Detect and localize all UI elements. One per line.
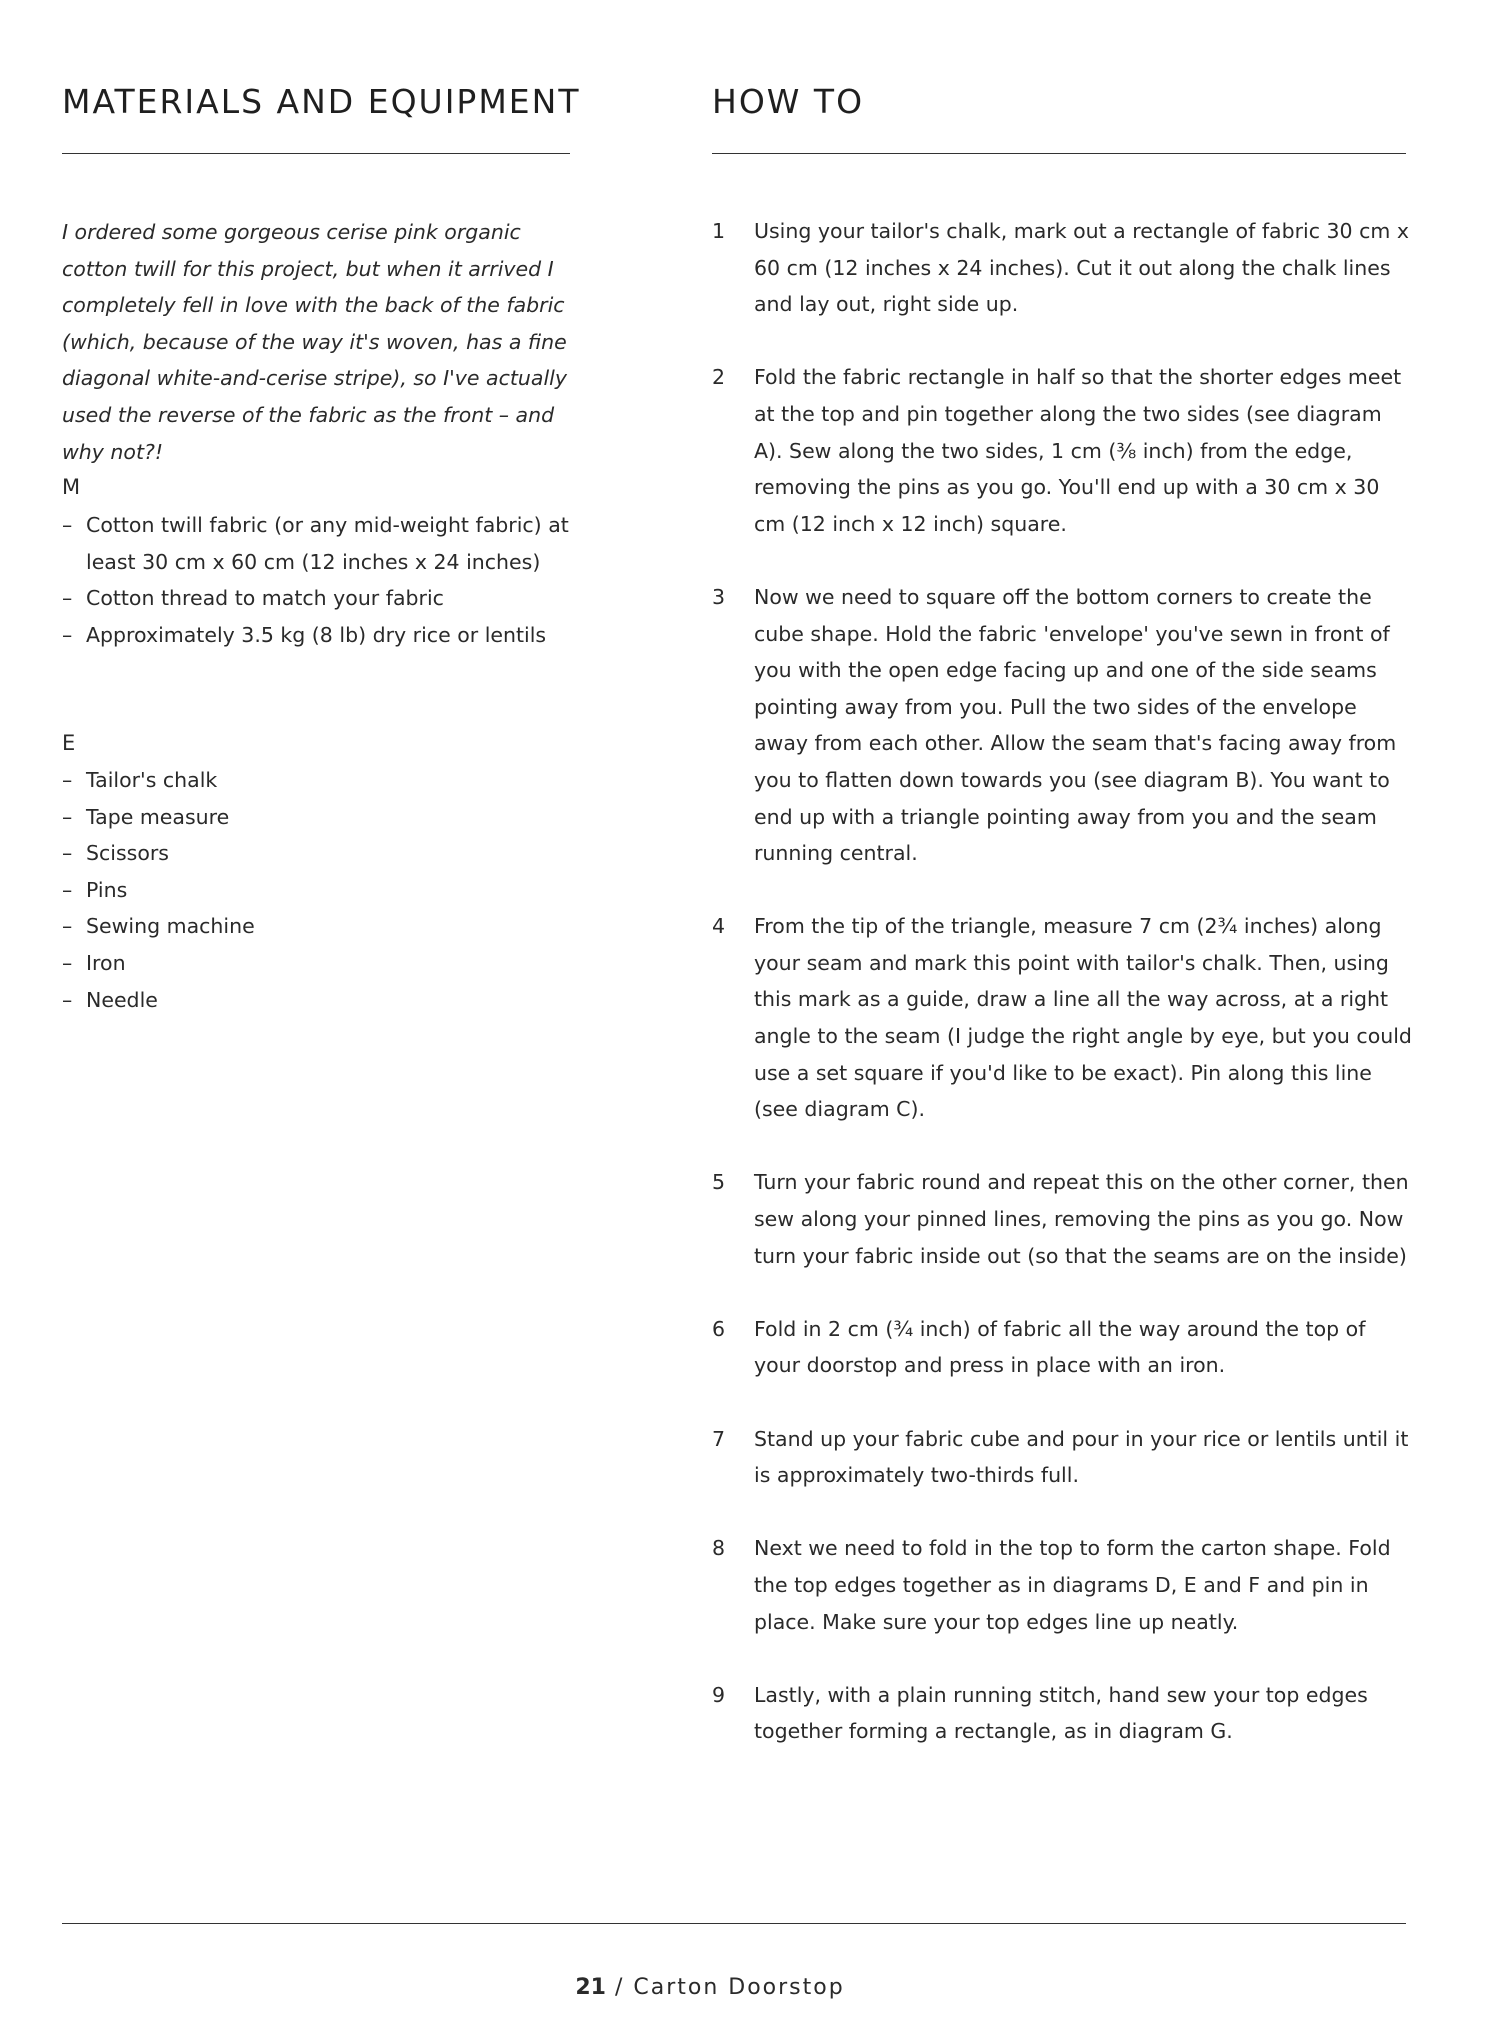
step-4	[712, 908, 1412, 1128]
left-heading-rule	[62, 153, 570, 154]
step-text: Using your tailor's chalk, mark out a rectangle of fabric 30 cm x 60 cm (12 inches x 24 inches). Cut it out along the chalk lines and lay out, right side up.	[754, 219, 1410, 317]
list-item-text: Tape measure	[86, 804, 230, 829]
step-number: 8	[712, 1536, 726, 1561]
step-text: Stand up your fabric cube and pour in your rice or lentils until it is approximately two-thirds full.	[754, 1426, 1409, 1488]
list-item-text: Scissors	[86, 841, 169, 866]
step-number: 1	[712, 219, 726, 243]
footer-rule	[62, 1923, 1406, 1924]
list-item: – Needle	[62, 987, 158, 1012]
step-number: 2	[712, 365, 726, 390]
step-text: Next we need to fold in the top to form the carton shape. Fold the top edges together as in diagrams D, E and F and pin in place. Make sure your top edges line up neatly.	[754, 1536, 1391, 1634]
step-text: Fold the fabric rectangle in half so that the shorter edges meet at the top and pin together along the two sides (see diagram A). Sew along the two sides, 1 cm (⅜ inch) from the edge, removing the pins as you go. You'll end up with a 30 cm x 30 cm (12 inch x 12 inch) square.	[754, 365, 1402, 536]
materials-list	[62, 507, 582, 653]
step-6	[712, 1311, 1412, 1384]
step-text: Fold in 2 cm (¾ inch) of fabric all the way around the top of your doorstop and press in place with an iron.	[754, 1316, 1366, 1378]
step-7	[712, 1421, 1412, 1494]
step-5	[712, 1164, 1412, 1274]
step-3	[712, 579, 1412, 872]
list-item-text: Needle	[86, 987, 158, 1012]
step-text: Lastly, with a plain running stitch, hand sew your top edges together forming a rectangle, as in diagram G.	[754, 1682, 1368, 1744]
list-item: – Approximately 3.5 kg (8 lb) dry rice or lentils	[62, 622, 547, 647]
list-item: – Scissors	[62, 841, 169, 866]
intro-paragraph: I ordered some gorgeous cerise pink organic cotton twill for this project, but when it arrived I completely fell in love with the back of the fabric (which, because of the way it's woven, has a fine diagonal white-and-cerise stripe), so I've actually used the reverse of the fabric as the front – and why not?!	[62, 220, 568, 464]
list-item: – Cotton twill fabric (or any mid-weight fabric) at least 30 cm x 60 cm (12 inches x 24 inches)	[62, 513, 569, 574]
page-number: 21	[575, 1975, 606, 2000]
step-number: 5	[712, 1170, 726, 1195]
step-number: 3	[712, 584, 726, 609]
list-item: – Tape measure	[62, 804, 230, 829]
step-1	[712, 213, 1412, 323]
list-item-text: Iron	[86, 950, 126, 975]
equipment-list	[62, 762, 582, 1018]
footer-title: Carton Doorstop	[633, 1975, 845, 2000]
how-to-heading: HOW TO	[712, 82, 865, 121]
list-item: – Sewing machine	[62, 914, 255, 939]
step-text: Now we need to square off the bottom corners to create the cube shape. Hold the fabric 'envelope' you've sewn in front of you with the open edge facing up and one of the side seams pointing away from you. Pull the two sides of the envelope away from each other. Allow the seam that's facing away from you to flatten down towards you (see diagram B). You want to end up with a triangle pointing away from you and the seam running central.	[754, 584, 1397, 866]
materials-label: M	[62, 475, 81, 499]
equipment-label: E	[62, 731, 76, 755]
step-number: 6	[712, 1316, 726, 1341]
list-item: – Cotton thread to match your fabric	[62, 586, 444, 611]
list-item: – Pins	[62, 877, 128, 902]
footer-separator: /	[614, 1975, 625, 2000]
list-item-text: Pins	[86, 877, 128, 902]
how-to-steps	[712, 213, 1412, 1787]
step-9	[712, 1677, 1412, 1750]
list-item-text: Sewing machine	[86, 914, 255, 939]
list-item: – Tailor's chalk	[62, 768, 218, 792]
step-number: 7	[712, 1426, 726, 1451]
step-text: Turn your fabric round and repeat this on the other corner, then sew along your pinned lines, removing the pins as you go. Now turn your fabric inside out (so that the seams are on the inside)	[754, 1170, 1409, 1268]
step-number: 9	[712, 1682, 726, 1707]
list-item: – Iron	[62, 950, 126, 975]
step-8	[712, 1530, 1412, 1640]
page-footer	[0, 1975, 1420, 2000]
list-item-text: Approximately 3.5 kg (8 lb) dry rice or lentils	[86, 622, 547, 647]
right-heading-rule	[712, 153, 1406, 154]
list-item-text: Cotton thread to match your fabric	[86, 586, 444, 611]
list-item-text: Cotton twill fabric (or any mid-weight fabric) at least 30 cm x 60 cm (12 inches x 24 inches)	[86, 513, 569, 574]
step-number: 4	[712, 914, 726, 939]
materials-heading: MATERIALS AND EQUIPMENT	[62, 82, 581, 121]
step-text: From the tip of the triangle, measure 7 cm (2¾ inches) along your seam and mark this point with tailor's chalk. Then, using this mark as a guide, draw a line all the way across, at a right angle to the seam (I judge the right angle by eye, but you could use a set square if you'd like to be exact). Pin along this line (see diagram C).	[754, 914, 1412, 1122]
step-2	[712, 359, 1412, 542]
list-item-text: Tailor's chalk	[86, 768, 218, 792]
